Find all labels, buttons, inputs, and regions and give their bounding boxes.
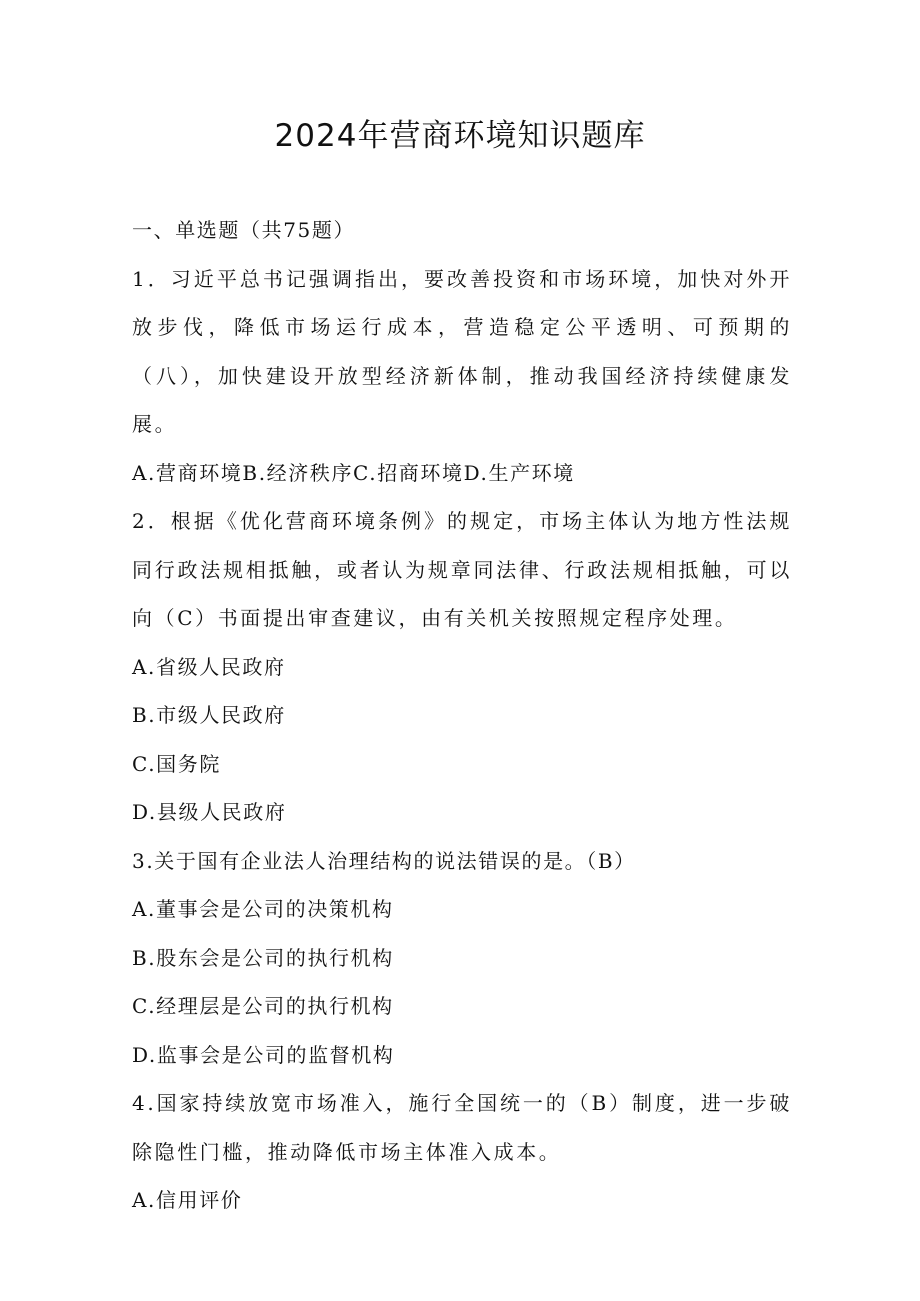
question-3-stem: 3.关于国有企业法人治理结构的说法错误的是。（B）: [132, 848, 636, 873]
question-1-options: A.营商环境B.经济秩序C.招商环境D.生产环境: [132, 460, 575, 485]
question-3-option-c: C.经理层是公司的执行机构: [132, 994, 394, 1018]
document-title: 2024年营商环境知识题库: [274, 118, 646, 154]
document-body: [132, 206, 792, 1225]
question-2-option-d: D.县级人民政府: [132, 800, 287, 824]
question-4-stem: 4.国家持续放宽市场准入，施行全国统一的（B）制度，进一步破除隐性门槛，推动降低市场主体准入成本。: [132, 1091, 792, 1164]
question-2-option-a: A.省级人民政府: [132, 654, 286, 679]
section-heading: 一、单选题（共75题）: [132, 218, 356, 242]
question-4-option-a: A.信用评价: [132, 1188, 243, 1212]
question-1-stem: 1．习近平总书记强调指出，要改善投资和市场环境，加快对外开放步伐，降低市场运行成本，营造稳定公平透明、可预期的（八），加快建设开放型经济新体制，推动我国经济持续健康发展。: [132, 266, 792, 436]
question-3-option-a: A.董事会是公司的决策机构: [132, 897, 394, 921]
question-3-option-d: D.监事会是公司的监督机构: [132, 1042, 395, 1067]
question-3-option-b: B.股东会是公司的执行机构: [132, 945, 394, 970]
question-2-option-c: C.国务院: [132, 751, 221, 776]
question-2-option-b: B.市级人民政府: [132, 703, 286, 727]
question-2-stem: 2．根据《优化营商环境条例》的规定，市场主体认为地方性法规同行政法规相抵触，或者认为规章同法律、行政法规相抵触，可以向（C）书面提出审查建议，由有关机关按照规定程序处理。: [132, 509, 792, 630]
